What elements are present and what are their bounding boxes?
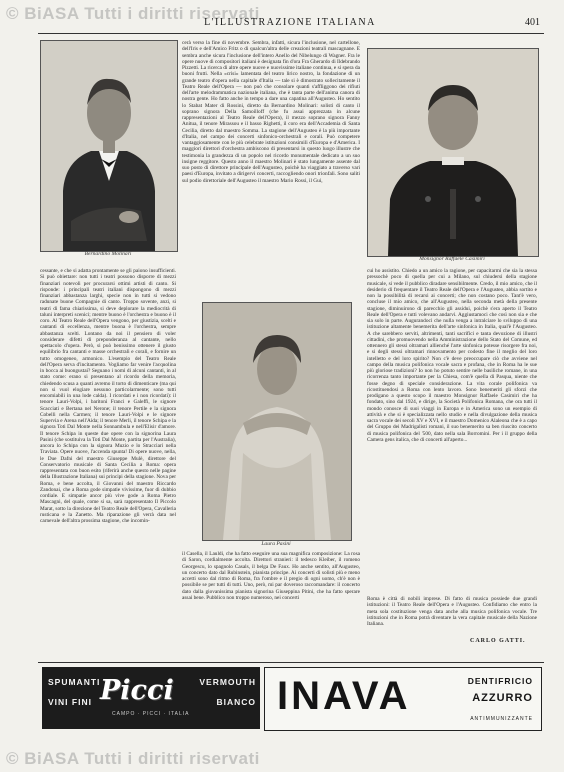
ad-inava-line1: DENTIFRICIO bbox=[467, 676, 533, 686]
caption-casimiri: Monsignor Raffaele Casimiri bbox=[419, 256, 485, 262]
magazine-title: L'ILLUSTRAZIONE ITALIANA bbox=[204, 17, 376, 28]
ad-picci bbox=[42, 667, 260, 729]
ad-picci-vini: VINI FINI bbox=[48, 697, 92, 707]
watermark-bottom: © BiASA Tutti i diritti riservati bbox=[6, 749, 260, 768]
ad-inava-line3: ANTIMMUNIZZANTE bbox=[470, 716, 533, 722]
portrait-casimiri bbox=[367, 48, 539, 257]
ad-picci-spumanti: SPUMANTI bbox=[48, 677, 101, 687]
ad-inava-line2: AZZURRO bbox=[472, 692, 533, 704]
column-middle-lower: il Casella, il Lauldi, che ha fatto eseguire una sua magnifica composizione: La rosa di Saron, cordialmente accolta. Direttori stranieri: il tedesco Kleiber, il romeno Georgescu, lo spagnolo Casals, il belga De Faux. Ho anche sentito, all'Augusteo, un concerto dato dal Rubinstein, pianista principe. Ai concerti di solisti più e meno accetti sono dal ritmo di Roma, fra l'ombre e il pregio di ogni uomo, ch'è non è possibile se per tutti di tutti. Uno, però, mi par doveroso raccomandare: il concerto dato dalla giovanissima pianista signorina Giuseppina Pitini, che ha fatto sperare assai bene. Pubblico non troppo numeroso, nei concerti bbox=[182, 551, 360, 601]
column-top-middle: cerà verso la fine di novembre. Sembra, infatti, sicura l'inclusione, nel cartellone, dell'Iris e dell'Amico Fritz o di qualcun'altra delle creazioni teatrali mascagnane. E sembra anche sicura l'inclusione dell'intero Anello del Nibelungo di Wagner. Fra le opere nuove di compositori italiani è designata fin d'ora Fra Gherardo di Ildebrando Pizzetti. La ricerca di altre opere nuove e nuovissime italiane continua, e si spera da buoni frutti. Nella «crisi» lamentata del teatro lirico nostro, la fondazione di un grande teatro d'opera nella capitale d'Italia — tale si è dimostrato sollecitamente il Teatro Reale dell'Opera — non può che consolare quanti s'affliggono dei rifiuti dell'arte melodrammatica nazionale italiana, che è tanta parte dell'anima canora di nostra gente. Ho fatto anche in tempo a dare una capatina all'Augusteo. Ho sentito lo Stabat Mater di Rossini, diretto da Bernardino Molinari: solisti di canto il soprano signora Della Samoilloff (che fu assai apprezzata in alcune rappresentazioni al Teatro Reale dell'Opera), il mezzo soprano signora Fanny Anitua, il tenore Mirassou e il basso Righetti, il coro era dell'Accademia di Santa Cecilia, diretto dal maestro Somma. La stagione dell'Augusteo è la più importante d'Italia, nel campo dei concerti sinfonico-orchestrali e corali. Può competere vantaggiosamente con le più celebrate istituzioni consimili d'Europa e d'America. I maggiori direttori d'orchestra ambiscono di presentarsi in questo luogo illustre che testimonia la grandezza di un popolo nel ricordo monumentale dedicato a un suo insigne reggitore. Questo anno il maestro Molinari è stato lungamente assente dal suo posto di direttore principale dell'Augusteo, poichè ha viaggiato a traverso vari paesi d'Europa, invitato a dirigervi concerti, raccogliendo onori trionfali. Sono saliti sul podio direttoriale dell'Augusteo il maestro Mario Rossi, il Gui, bbox=[182, 40, 360, 184]
portrait-molinari bbox=[40, 40, 178, 252]
portrait-pasini bbox=[202, 302, 352, 541]
advertisement-strip bbox=[42, 667, 540, 735]
footer-rule bbox=[38, 662, 544, 663]
ad-inava-brand: INAVA bbox=[277, 674, 411, 718]
ad-picci-subtitle: CAMPO · PICCI · ITALIA bbox=[112, 711, 190, 717]
column-right-closing: Roma è città di nobili imprese. Di fatto di musica possiede due grandi istituzioni: il Teatro Reale dell'Opera e l'Augusteo. Confidiamo che entro la meta sola costituzione venga data anche alla musica polifonica vocale. Tre istituzioni che in Roma potrà diventare la vera capitale musicale della Nazione Italiana. bbox=[367, 596, 537, 627]
author-signature: CARLO GATTI. bbox=[470, 638, 526, 644]
ad-picci-bianco: BIANCO bbox=[216, 697, 256, 707]
ad-picci-brand: Picci bbox=[100, 675, 174, 706]
caption-molinari: Bernardino Molinari bbox=[84, 251, 132, 257]
column-right: cui ho assistito. Chiedo a un amico la ragione, per capacitarmi che sia la stessa pressochè poco di quella per cui a Milano, sul chiudersi della stagione musicale, si vede il pubblico diradare sensibilmente. Credo, il mio amico, che il desiderio di frequentare il Teatro Reale dell'Opera e l'Augusteo, abbia sortito e non la possibilità di recarsi ai concerti; che non costano poco. Tant'è vero, concluse il mio amico, che all'Augusteo, nella seconda metà della presente stagione, diminuirono di parecchio gli assidui, poichè s'era aperto il Teatro Reale dell'Opera e tutti volevano andarvi. Aggiustamoci che così non sia e che sia solo in parte. Augurandoci che nulla venga a intralciare lo sviluppo di una istituzione altamente benemerita dell'arte sinfonica in Italia, qual'è l'Augusteo. A che sarebbero serviti, altrimenti, tanti sacrifici e tanta devozione di illustri cittadini, che promuovendo nella Amministrazione dello Stato del Comune, ed ottennero gli stessi oltramari allienché l'arte sinfonica potesse risorgere fra noi, e si degli stessi oltramari rinnovamento per codesto fine il meglio del loro intelletto e del loro spirito? Non c'è deve preoccupare ciò che avviene nel campo della musica polifonica vocale sacra e profana, che in Roma ha le sue più gloriose tradizioni? Io non ho potuto sentire nelle basiliche romane, in una ricorrenza tanto importante per la Chiesa, com'è quella di Pasqua, niente che fosse degno di speciale considerazione. La vita corale polifonica va ricostituendosi a Roma con lento lavoro. Sono benemeriti gli sforzi che prodigano a questo scopo il maestro Monsignor Raffaele Casimiri che ha fondato, sino dal 1924, e dirige, la Società Polifonica Romana, che ora tutti il mondo conosce di suoi viaggi in Europa e in America sono un esempio di attività e che si è specializzata nello studio e nella divulgazione della musica sacra vocale dei secoli XV e XVI, e il maestro Domenico Alaleona che è a capo del Gruppo dei Madrigalisti romani, il suo benemerito sa ben riuscito concerto di musica polifonica del '500, dato nella sala Borromini. Per i il gruppo della Camera gens italica, che di concerti all'aperto... bbox=[367, 268, 537, 443]
watermark-top: © BiASA Tutti i diritti riservati bbox=[6, 4, 260, 23]
header-rule bbox=[38, 33, 544, 34]
caption-pasini: Laura Pasini bbox=[261, 541, 291, 547]
ad-picci-vermouth: VERMOUTH bbox=[199, 677, 256, 687]
column-left-lower: cessante, e che si adatta prontamente se gli paiono insufficienti. Si può obiettare: non tutti i teatri possono disporre di mezzi finanziari notevoli per procurarsi ottimi artisti di canto. Si risponde: i principali teatri italiani dispongono di mezzi finanziari abbastanza larghi, specie non in tutti si vedono radunate buone Compagnie di canto. Troppo sovente, anzi, si teatri di fama chiarissima, si deve deplorare la mediocrità di taluni interpreti scenici; mentre buono è l'orchestra e buono è il coro. Al Teatro Reale dell'Opera vengono, per giustizia, scelti e cantanti di eccellenza, mentre buona è l'orchestra, sempre abbastanza scelti. Lontano da noi il pensiero di voler considerare difetti di preponderanza al cantante, nello spettacolo d'opera. Però, si può benissimo ottenere il giusto equilibrio fra cantanti e masse orchestrali e corali, e fornire un tutto omogeneo, armonico. L'esempio del Teatro Reale dell'Opera serva d'incitamento. Vogliamo far venire l'acquolina in bocca ai buongustai? Seguano i nomi di alcuni cantanti, in al stato come: erano si presentano al ricordo della memoria, chiedendo scusa a quanti avremo il torto di dimenticare (ma qui non si vuol elogiare nessuno particolarmente; sono tutti encomiabili in una lode calda). I ricordati e i non ricordati): il tenore Lauri-Volpi, i baritoni Franci e Galeffi, le signore Scacciati e Bertana nel Nerone; il tenore Pertile e la signora Cobelli nella Carmen; il tenore Lauri-Volpi e le signore Supervia e Arena nell'Aida; il tenore Merli, il tenore Schipa e la signora Toti Dal Monte nella Sonnambula e nell'Elisir d'amore. Il tenore Schipa in queste due opere con la signorina Laura Pasini (che sostituiva la Toti Dal Monte, partita per l'Australia), ancora lo Schipa con la signora Muzio e lo Stracciari nella Traviata. Opere nuove, l'accenda spunta! Di opere nuove, nella, le Due Dafni del maestro Giuseppe Mulè, direttore del Conservatorio musicale di Santa Cecilia a Roma: opera rappresentata con buon esito (riferirà anche questo nelle pagine della Illustrazione Italiana) sui principi della stagione. Nova per Roma, e bene accolta, il Giovanni del maestro Riccardo Zandonai, che a Roma gode simpatie vivissime, fuor di dubbio cordiale. E simpatie ancor più vive gode a Roma Pietro Mascagni, del quale, come si sa, sarà rappresentato Il Piccolo Marat, sotto la direzione del Teatro Reale dell'Opera, Cavalleria rusticana e la Zanetto. Ma riparazione gli verrà data nel carnevale dell'altra prossima stagione, che incomin- bbox=[40, 268, 176, 524]
ad-inava bbox=[264, 667, 542, 731]
page-number: 401 bbox=[525, 17, 540, 28]
running-header bbox=[40, 17, 540, 31]
